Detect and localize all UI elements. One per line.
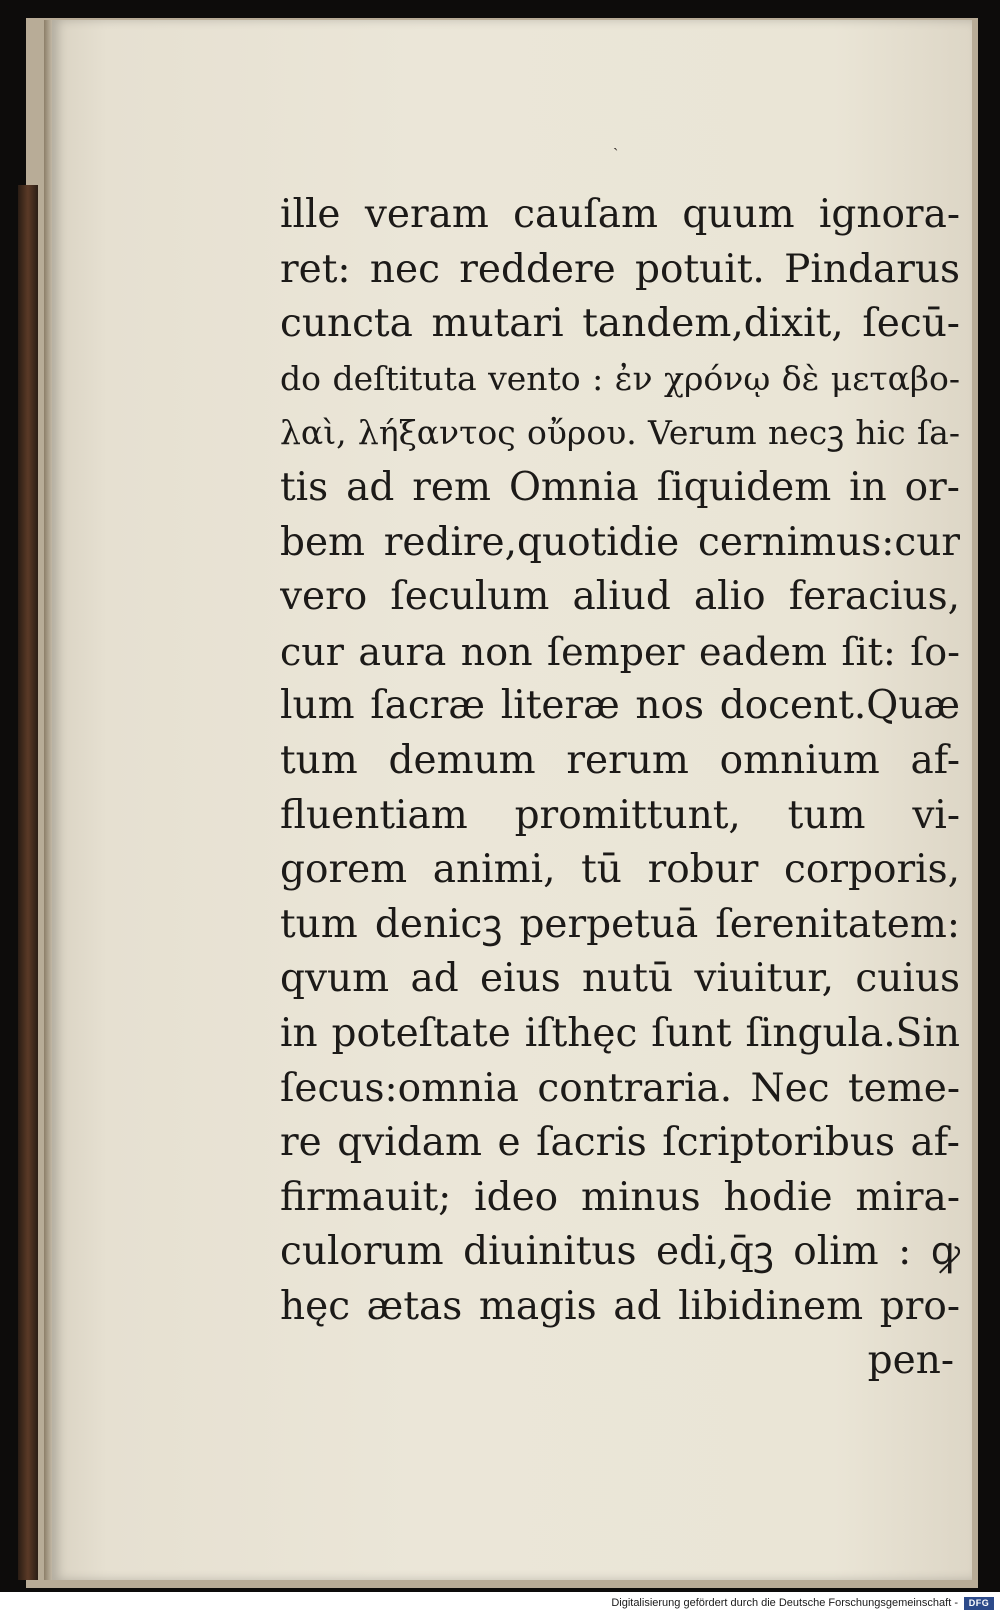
text-line: vero ſeculum aliud alio feracius, — [280, 574, 960, 620]
text-line: tum demum rerum omnium af- — [280, 737, 960, 783]
ink-mark: ˏ — [613, 132, 619, 151]
text-line: tis ad rem Omnia ſiquidem in or- — [280, 464, 960, 510]
text-line: λαὶ, λήξαντος οὔρου. Verum necꝫ hic ſa- — [280, 413, 960, 453]
book-cover-edge — [18, 185, 38, 1580]
text-line: in poteſtate iſthęc ſunt ſingula.Sin — [280, 1010, 960, 1056]
text-line: gorem animi, tū robur corporis, — [280, 847, 960, 893]
footer-credit: Digitalisierung gefördert durch die Deutsche Forschungsgemeinschaft - — [611, 1597, 958, 1609]
catchword: pen- — [867, 1338, 954, 1384]
text-line: do deſtituta vento : ἐν χρόνῳ δὲ μεταβο- — [280, 358, 960, 398]
text-line: cuncta mutari tandem,dixit, ſecū- — [280, 301, 960, 347]
text-line: firmauit; ideo minus hodie mira- — [280, 1174, 960, 1220]
dfg-logo-icon: DFG — [964, 1597, 994, 1610]
text-line: ille veram cauſam quum ignora- — [280, 192, 960, 237]
text-line: qvum ad eius nutū viuitur, cuius — [280, 956, 960, 1002]
text-line: lum ſacræ literæ nos docent.Quæ — [280, 683, 960, 729]
text-line: hęc ætas magis ad libidinem pro- — [280, 1283, 960, 1329]
text-line: re qvidam e ſacris ſcriptoribus af- — [280, 1120, 960, 1166]
page-text — [280, 188, 960, 1389]
text-line: tum denicꝫ perpetuā ſerenitatem: — [280, 901, 960, 947]
digitization-footer — [0, 1594, 1000, 1620]
text-line: culorum diuinitus edi,q̄ꝫ olim : ꝙ — [280, 1229, 960, 1275]
text-line: cur aura non ſemper eadem ſit: ſo- — [280, 629, 960, 674]
text-line: fluentiam promittunt, tum vi- — [280, 792, 960, 838]
text-line: ret: nec reddere potuit. Pindarus — [280, 246, 960, 292]
text-line: bem redire,quotidie cernimus:cur — [280, 519, 960, 565]
text-line: ſecus:omnia contraria. Nec teme- — [280, 1065, 960, 1111]
